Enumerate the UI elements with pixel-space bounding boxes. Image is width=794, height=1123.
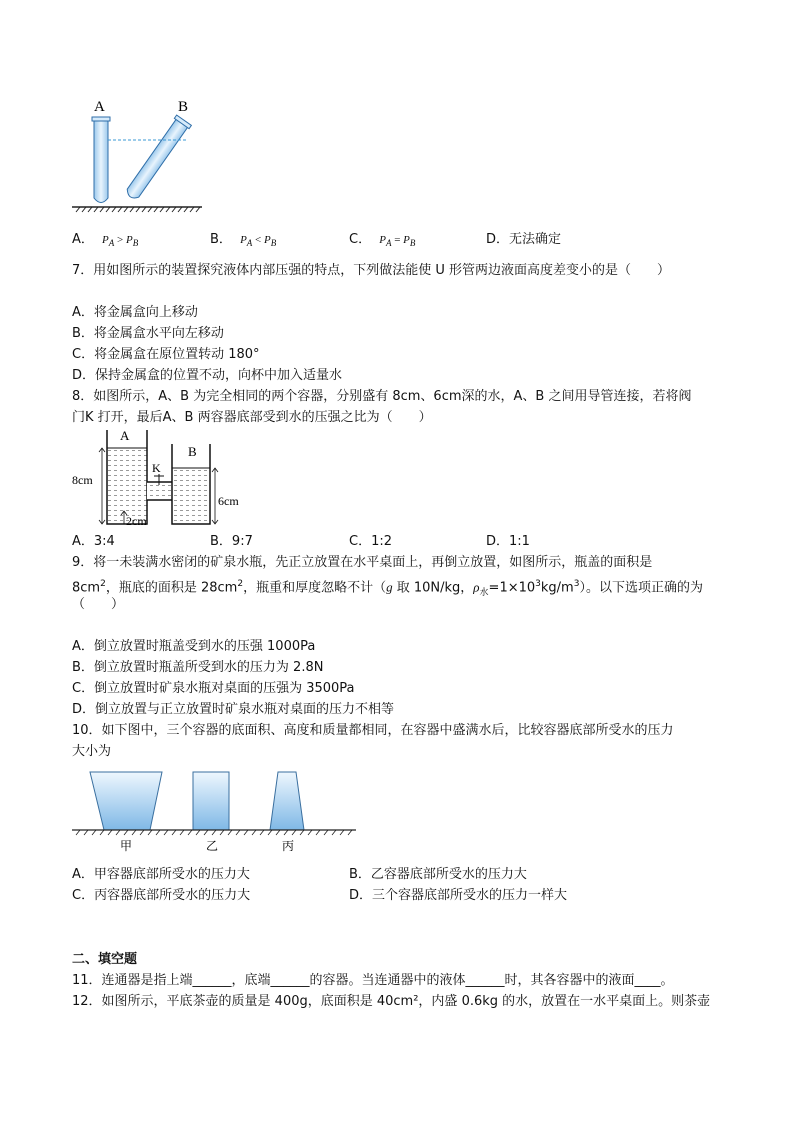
depth-a-label: 8cm <box>72 473 93 487</box>
q9-option-a[interactable]: A．倒立放置时瓶盖受到水的压强 1000Pa <box>72 639 316 654</box>
q8-option-c[interactable]: C．1:2 <box>349 534 392 549</box>
valve-k-label: K <box>152 461 161 475</box>
three-containers-figure <box>70 766 360 858</box>
tube-b <box>123 115 191 202</box>
label-yi: 乙 <box>206 839 219 853</box>
q8-option-d[interactable]: D．1:1 <box>486 534 530 549</box>
connected-containers-figure <box>72 428 239 528</box>
table-surface <box>72 830 356 835</box>
q10-stem-line2: 大小为 <box>72 744 112 759</box>
ground <box>72 207 202 212</box>
q9-option-b[interactable]: B．倒立放置时瓶盖所受到水的压力为 2.8N <box>72 660 324 675</box>
q7-stem: 7．用如图所示的装置探究液体内部压强的特点，下列做法能使 U 形管两边液面高度差变小的是（ ） <box>72 263 671 278</box>
q8-option-a[interactable]: A．3:4 <box>72 534 115 549</box>
q6-option-a[interactable]: A． $P_A > P_B$ <box>72 232 139 249</box>
q8-option-b[interactable]: B．9:7 <box>210 534 253 549</box>
tube-a <box>92 117 110 203</box>
q9-stem-line3: （ ） <box>72 597 125 612</box>
q7-option-b[interactable]: B．将金属盒水平向左移动 <box>72 326 224 341</box>
tube-b-label: B <box>178 99 189 115</box>
q7-option-c[interactable]: C．将金属盒在原位置转动 180° <box>72 347 260 362</box>
q7-option-d[interactable]: D．保持金属盒的位置不动，向杯中加入适量水 <box>72 368 343 383</box>
q6-option-d[interactable]: D．无法确定 <box>486 232 562 247</box>
label-jia: 甲 <box>120 839 133 853</box>
container-b-label: B <box>188 444 197 459</box>
q10-stem-line1: 10．如下图中，三个容器的底面积、高度和质量都相同，在容器中盛满水后，比较容器底部所受水的压力 <box>72 723 674 738</box>
section-2-title: 二、填空题 <box>72 952 138 967</box>
q9-stem-line2: $8cm^2$，瓶底的面积是 $28cm^2$，瓶重和厚度忽略不计（g 取 10N/kg，$\rho_水=1\times 10^3kg/m^3$）。以下选项正确的为 <box>72 579 703 598</box>
container-jia <box>90 772 162 830</box>
q9-option-d[interactable]: D．倒立放置与正立放置时矿泉水瓶对桌面的压力不相等 <box>72 702 395 717</box>
q8-stem-line2: 门K 打开，最后A、B 两容器底部受到水的压强之比为（ ） <box>72 410 432 425</box>
container-a-label: A <box>120 428 130 443</box>
container-yi <box>193 772 229 830</box>
q6-option-b[interactable]: B． $P_A < P_B$ <box>210 232 277 249</box>
q10-option-a[interactable]: A．甲容器底部所受水的压力大 <box>72 867 250 882</box>
q6-option-c[interactable]: C． $P_A = P_B$ <box>349 232 416 249</box>
q10-option-c[interactable]: C．丙容器底部所受水的压力大 <box>72 888 251 903</box>
depth-b-label: 6cm <box>218 494 239 508</box>
label-bing: 丙 <box>282 839 295 853</box>
q10-option-d[interactable]: D．三个容器底部所受水的压力一样大 <box>349 888 568 903</box>
test-tubes-figure <box>70 94 210 214</box>
q7-option-a[interactable]: A．将金属盒向上移动 <box>72 305 198 320</box>
container-a-water <box>107 448 147 524</box>
tube-a-label: A <box>94 99 105 115</box>
container-b-water <box>172 468 210 524</box>
q12-text: 12．如图所示，平底茶壶的质量是 400g，底面积是 40cm²，内盛 0.6kg 的水，放置在一水平桌面上。则茶壶 <box>72 994 711 1009</box>
q9-stem-line1: 9．将一未装满水密闭的矿泉水瓶，先正立放置在水平桌面上，再倒立放置，如图所示，瓶盖的面积是 <box>72 555 653 570</box>
q9-option-c[interactable]: C．倒立放置时矿泉水瓶对桌面的压强为 3500Pa <box>72 681 355 696</box>
q8-stem-line1: 8．如图所示，A、B 为完全相同的两个容器，分别盛有 8cm、6cm深的水，A、B 之间用导管连接，若将阀 <box>72 389 692 404</box>
pipe-height-label: 2cm <box>126 514 147 528</box>
q11-text: 11．连通器是指上端______，底端______的容器。当连通器中的液体______时，其各容器中的液面____。 <box>72 973 674 988</box>
q10-option-b[interactable]: B．乙容器底部所受水的压力大 <box>349 867 527 882</box>
container-bing <box>270 772 304 830</box>
